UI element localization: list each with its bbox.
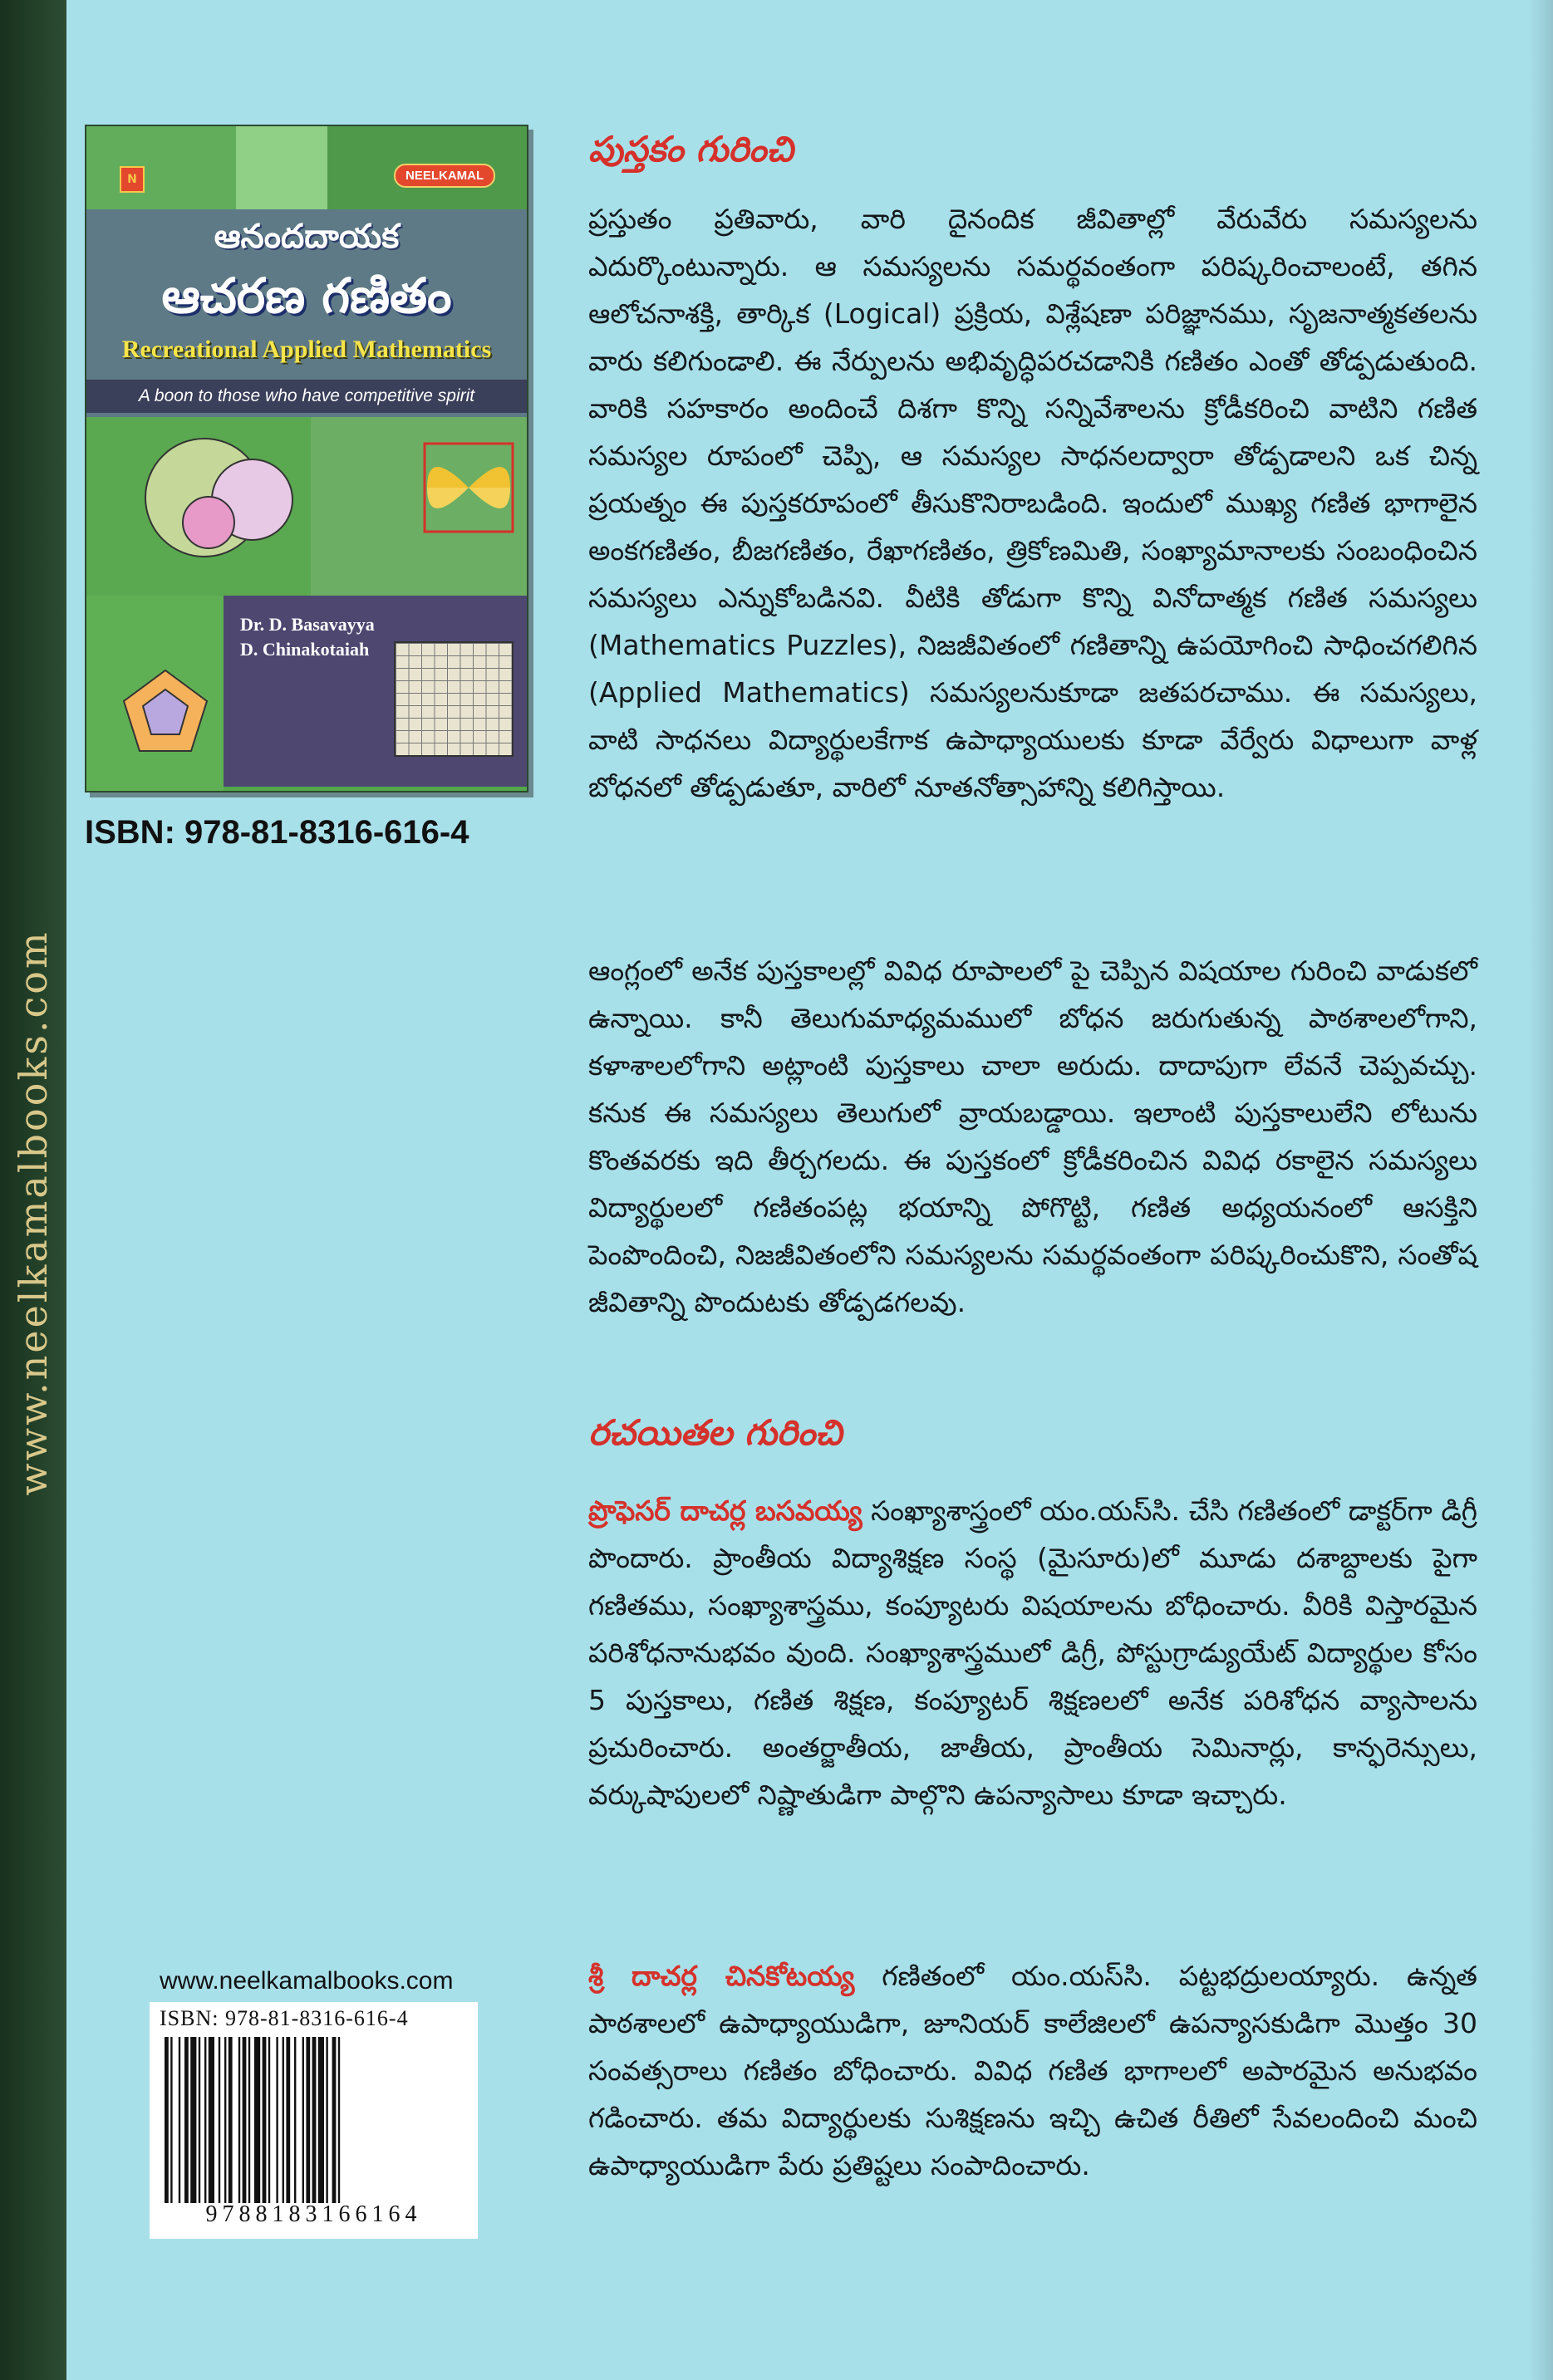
about-authors-heading: రచయితల గురించి — [588, 1412, 843, 1453]
about-authors-section — [588, 1412, 1477, 1462]
barcode-icon — [165, 2037, 464, 2203]
author1-name: ప్రొఫెసర్ దాచర్ల బసవయ్య — [588, 1494, 863, 1527]
author2-bio — [588, 1952, 1477, 2189]
barcode-number: 9788183166164 — [205, 2201, 422, 2227]
about-book-para1: ప్రస్తుతం ప్రతివారు, వారి దైనందిక జీవితాల్లో వేరువేరు సమస్యలను ఎదుర్కొంటున్నారు. ఆ సమస్యలను సమర్థవంతంగా పరిష్కరించాలంటే, తగిన ఆలోచనాశక్తి, తార్కిక (Logical) ప్రక్రియ, విశ్లేషణా పరిజ్ఞానము, సృజనాత్మకతలను వారు కలిగుండాలి. ఈ నేర్పులను అభివృద్ధిపరచడానికి గణితం ఎంతో తోడ్పడుతుంది. వారికి సహకారం అందించే దిశగా కొన్ని సన్నివేశాలను క్రోడీకరించి వాటిని గణిత సమస్యల రూపంలో చెప్పి, ఆ సమస్యల సాధనలద్వారా తోడ్పడాలని ఒక చిన్న ప్రయత్నం ఈ పుస్తకరూపంలో తీసుకొనిరాబడింది. ఇందులో ముఖ్య గణిత భాగాలైన అంకగణితం, బీజగణితం, రేఖాగణితం, త్రికోణమితి, సంఖ్యామానాలకు సంబంధించిన సమస్యలు ఎన్నుకోబడినవి. వీటికి తోడుగా కొన్ని వినోదాత్మక గణిత సమస్యలు (Mathematics Puzzles), నిజజీవితంలో గణితాన్ని ఉపయోగించి సాధించగలిగిన (Applied Mathematics) సమస్యలనుకూడా జతపరచాము. ఈ సమస్యలు, వాటి సాధనలు విద్యార్థులకేగాక ఉపాధ్యాయులకు కూడా వేర్వేరు విధాలుగా వాళ్ల బోధనలో తోడ్పడుతూ, వారిలో నూతనోత్సాహాన్ని కలిగిస్తాయి. — [588, 203, 1477, 803]
publisher-logo-icon: N — [120, 166, 145, 193]
about-book-heading: పుస్తకం గురించి — [588, 129, 794, 169]
thumbnail-tagline: A boon to those who have competitive spirit — [86, 380, 527, 413]
author2-name: శ్రీ దాచర్ల చినకోటయ్య — [588, 1960, 855, 1992]
barcode-isbn: ISBN: 978-81-8316-616-4 — [160, 2006, 409, 2030]
thumbnail-title-line2: ఆచరణ గణితం — [161, 267, 452, 324]
about-book-section — [588, 129, 1477, 179]
author1-text: సంఖ్యాశాస్త్రంలో యం.యస్‌సి. చేసి గణితంలో డాక్టర్‌గా డిగ్రీ పొందారు. ప్రాంతీయ విద్యాశిక్షణ సంస్థ (మైసూరు)లో మూడు దశాబ్దాలకు పైగా గణితము, సంఖ్యాశాస్త్రము, కంప్యూటరు విషయాలను బోధించారు. వీరికి విస్తారమైన పరిశోధనానుభవం వుంది. సంఖ్యాశాస్త్రములో డిగ్రీ, పోస్టుగ్రాడ్యుయేట్ విద్యార్థుల కోసం 5 పుస్తకాలు, గణిత శిక్షణ, కంప్యూటర్ శిక్షణలలో అనేక పరిశోధన వ్యాసాలను ప్రచురించారు. అంతర్జాతీయ, జాతీయ, ప్రాంతీయ సెమినార్లు, కాన్ఫరెన్సులు, వర్కుషాపులలో నిష్ణాతుడిగా పాల్గొని ఉపన్యాసాలు కూడా ఇచ్చారు. — [588, 1494, 1477, 1811]
thumbnail-english-title: Recreational Applied Mathematics — [121, 336, 492, 363]
sudoku-grid-icon — [394, 641, 514, 757]
pentagon-icon — [120, 666, 211, 758]
book-spine — [0, 0, 66, 2380]
front-cover-thumbnail — [85, 125, 528, 793]
thumbnail-authors: Dr. D. Basavayya D. Chinakotaiah — [240, 614, 375, 660]
barcode-website: www.neelkamalbooks.com — [160, 1967, 454, 1995]
flower-curve-icon — [423, 442, 514, 533]
about-book-para2: ఆంగ్లంలో అనేక పుస్తకాలల్లో వివిధ రూపాలలో పై చెప్పిన విషయాల గురించి వాడుకలో ఉన్నాయి. కానీ తెలుగుమాధ్యమములో బోధన జరుగుతున్న పాఠశాలలోగాని, కళాశాలలోగాని అట్లాంటి పుస్తకాలు చాలా అరుదు. దాదాపుగా లేవనే చెప్పవచ్చు. కనుక ఈ సమస్యలు తెలుగులో వ్రాయబడ్డాయి. ఇలాంటి పుస్తకాలులేని లోటును కొంతవరకు ఇది తీర్చగలదు. ఈ పుస్తకంలో క్రోడీకరించిన వివిధ రకాలైన సమస్యలు విద్యార్థులలో గణితంపట్ల భయాన్ని పోగొట్టి, గణిత అధ్యయనంలో ఆసక్తిని పెంపొందించి, నిజజీవితంలోని సమస్యలను సమర్థవంతంగా పరిష్కరించుకొని, సంతోష జీవితాన్ని పొందుటకు తోడ్పడగలవు. — [588, 954, 1477, 1318]
isbn-label: ISBN: 978-81-8316-616-4 — [85, 814, 469, 851]
spine-website: www.neelkamalbooks.com — [11, 930, 56, 1496]
author1-bio — [588, 1487, 1477, 1818]
author2-text: గణితంలో యం.యస్‌సి. పట్టభద్రులయ్యారు. ఉన్నత పాఠశాలలో ఉపాధ్యాయుడిగా, జూనియర్ కాలేజిలలో ఉపన్యాసకుడిగా మొత్తం 30 సంవత్సరాలు గణితం బోధించారు. వివిధ గణిత భాగాలలో అపారమైన అనుభవం గడించారు. తమ విద్యార్థులకు సుశిక్షణను ఇచ్చి ఉచిత రీతిలో సేవలందించి మంచి ఉపాధ్యాయుడిగా పేరు ప్రతిష్టలు సంపాదించారు. — [588, 1960, 1477, 2181]
publisher-badge: NEELKAMAL — [394, 164, 495, 188]
thumbnail-title-line1: ఆనందదాయక — [214, 218, 400, 256]
